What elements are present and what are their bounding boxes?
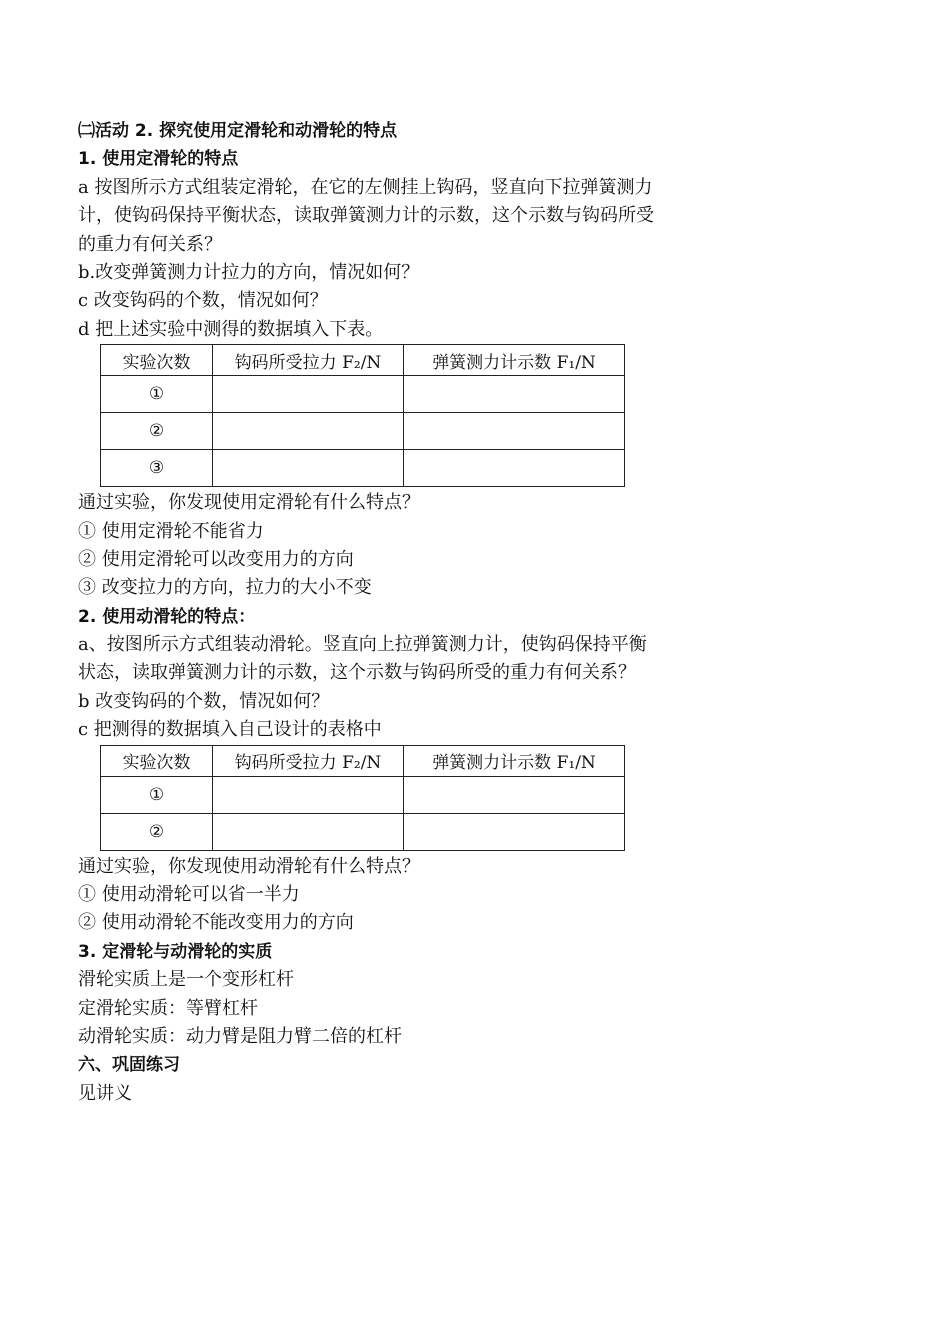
part3-heading: 3. 定滑轮与动滑轮的实质 [78,941,273,962]
trial-number-cell: ① [101,376,213,413]
movable-pulley-table [100,745,625,851]
part2-step-a-line2: 状态，读取弹簧测力计的示数，这个示数与钩码所受的重力有何关系？ [78,662,636,684]
part1-step-a-line1: a 按图所示方式组装定滑轮，在它的左侧挂上钩码，竖直向下拉弹簧测力 [78,176,653,198]
part6-text: 见讲义 [78,1082,132,1104]
empty-cell[interactable] [213,413,404,450]
table-header-cell: 弹簧测力计示数 F₁/N [404,745,625,776]
part1-step-b: b.改变弹簧测力计拉力的方向，情况如何？ [78,261,420,283]
part3-line-3: 动滑轮实质：动力臂是阻力臂二倍的杠杆 [78,1025,402,1047]
part1-heading: 1. 使用定滑轮的特点 [78,149,239,170]
empty-cell[interactable] [404,376,625,413]
table-row [101,813,625,850]
part1-question: 通过实验，你发现使用定滑轮有什么特点？ [78,492,420,514]
part2-answer-2: ② 使用动滑轮不能改变用力的方向 [78,912,354,934]
empty-cell[interactable] [404,776,625,813]
table-row [101,776,625,813]
part3-line-1: 滑轮实质上是一个变形杠杆 [78,969,294,991]
table-row [101,376,625,413]
empty-cell[interactable] [213,450,404,487]
empty-cell[interactable] [213,376,404,413]
part1-step-c: c 改变钩码的个数，情况如何？ [78,290,328,312]
trial-number-cell: ② [101,413,213,450]
part1-step-a-line3: 的重力有何关系？ [78,233,222,255]
table-row [101,413,625,450]
part2-answer-1: ① 使用动滑轮可以省一半力 [78,884,300,906]
part2-heading: 2. 使用动滑轮的特点： [78,606,256,627]
part6-heading: 六、巩固练习 [78,1055,180,1076]
part1-step-d: d 把上述实验中测得的数据填入下表。 [78,318,384,340]
table-header-cell: 钩码所受拉力 F₂/N [213,745,404,776]
table-header-row [101,745,625,776]
section-title: ㈡活动 2. 探究使用定滑轮和动滑轮的特点 [78,121,398,141]
empty-cell[interactable] [213,776,404,813]
empty-cell[interactable] [404,413,625,450]
part2-question: 通过实验，你发现使用动滑轮有什么特点？ [78,855,420,877]
document-page [78,117,718,1108]
table-header-cell: 实验次数 [101,345,213,376]
part2-step-a-line1: a、按图所示方式组装动滑轮。竖直向上拉弹簧测力计，使钩码保持平衡 [78,634,647,656]
part3-line-2: 定滑轮实质：等臂杠杆 [78,997,258,1019]
part1-step-a-line2: 计，使钩码保持平衡状态，读取弹簧测力计的示数，这个示数与钩码所受 [78,205,654,227]
empty-cell[interactable] [213,813,404,850]
part2-step-c: c 把测得的数据填入自己设计的表格中 [78,719,382,741]
fixed-pulley-table [100,344,625,487]
table-header-cell: 实验次数 [101,745,213,776]
table-header-row [101,345,625,376]
part1-answer-2: ② 使用定滑轮可以改变用力的方向 [78,548,354,570]
table-header-cell: 弹簧测力计示数 F₁/N [404,345,625,376]
trial-number-cell: ③ [101,450,213,487]
empty-cell[interactable] [404,813,625,850]
empty-cell[interactable] [404,450,625,487]
part2-step-b: b 改变钩码的个数，情况如何？ [78,690,330,712]
table-header-cell: 钩码所受拉力 F₂/N [213,345,404,376]
part1-answer-1: ① 使用定滑轮不能省力 [78,520,264,542]
trial-number-cell: ① [101,776,213,813]
trial-number-cell: ② [101,813,213,850]
table-row [101,450,625,487]
part1-answer-3: ③ 改变拉力的方向，拉力的大小不变 [78,577,372,599]
